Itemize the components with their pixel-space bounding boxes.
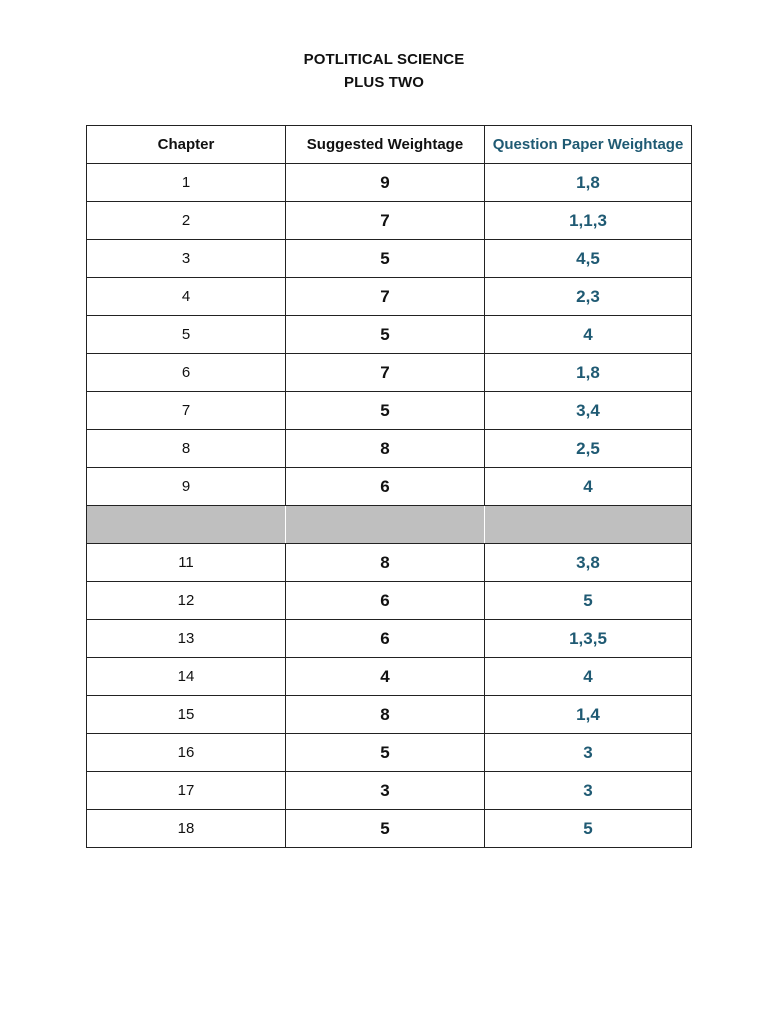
table-row (87, 468, 692, 506)
cell-suggested-weightage: 5 (286, 316, 485, 354)
table-row (87, 544, 692, 582)
cell-chapter: 12 (87, 582, 286, 620)
table-row (87, 354, 692, 392)
cell-question-paper-weightage: 2,5 (485, 430, 692, 468)
cell-chapter: 13 (87, 620, 286, 658)
table-row (87, 240, 692, 278)
cell-question-paper-weightage: 5 (485, 582, 692, 620)
cell-chapter: 11 (87, 544, 286, 582)
cell-chapter: 17 (87, 772, 286, 810)
table-row (87, 392, 692, 430)
cell-suggested-weightage: 8 (286, 544, 485, 582)
cell-suggested-weightage: 8 (286, 430, 485, 468)
table-row (87, 582, 692, 620)
table-row (87, 810, 692, 848)
cell-suggested-weightage: 9 (286, 164, 485, 202)
table-row (87, 430, 692, 468)
cell-question-paper-weightage: 4 (485, 316, 692, 354)
cell-question-paper-weightage: 1,1,3 (485, 202, 692, 240)
cell-chapter: 6 (87, 354, 286, 392)
table-row (87, 278, 692, 316)
table-row (87, 620, 692, 658)
header-suggested-weightage: Suggested Weightage (286, 126, 485, 164)
cell-question-paper-weightage: 5 (485, 810, 692, 848)
table-row (87, 734, 692, 772)
cell-chapter: 18 (87, 810, 286, 848)
weightage-table (86, 125, 692, 848)
title-line-level: PLUS TWO (344, 74, 424, 91)
cell-suggested-weightage: 8 (286, 696, 485, 734)
cell-question-paper-weightage: 2,3 (485, 278, 692, 316)
cell-suggested-weightage: 4 (286, 658, 485, 696)
cell-suggested-weightage: 7 (286, 278, 485, 316)
cell-suggested-weightage: 5 (286, 810, 485, 848)
cell-suggested-weightage: 5 (286, 392, 485, 430)
table-header-row (87, 126, 692, 164)
document-title (0, 48, 768, 94)
cell-question-paper-weightage: 3,4 (485, 392, 692, 430)
cell-question-paper-weightage: 1,3,5 (485, 620, 692, 658)
cell-question-paper-weightage: 3 (485, 772, 692, 810)
cell-question-paper-weightage: 4,5 (485, 240, 692, 278)
cell-chapter: 9 (87, 468, 286, 506)
cell-question-paper-weightage: 4 (485, 468, 692, 506)
table-row (87, 696, 692, 734)
table-body (87, 164, 692, 848)
table-row (87, 164, 692, 202)
cell-chapter: 3 (87, 240, 286, 278)
table-row (87, 506, 692, 544)
cell-chapter: 4 (87, 278, 286, 316)
table-row (87, 772, 692, 810)
cell-chapter: 8 (87, 430, 286, 468)
cell-question-paper-weightage: 3,8 (485, 544, 692, 582)
header-question-paper-weightage: Question Paper Weightage (485, 126, 692, 164)
cell-question-paper-weightage: 1,4 (485, 696, 692, 734)
cell-suggested-weightage: 7 (286, 202, 485, 240)
cell-suggested-weightage: 6 (286, 468, 485, 506)
cell-suggested-weightage: 6 (286, 620, 485, 658)
cell-question-paper-weightage: 1,8 (485, 164, 692, 202)
cell-chapter: 15 (87, 696, 286, 734)
table-row (87, 202, 692, 240)
cell-question-paper-weightage: 4 (485, 658, 692, 696)
table-row (87, 316, 692, 354)
cell-chapter: 16 (87, 734, 286, 772)
cell-suggested-weightage: 6 (286, 582, 485, 620)
cell-chapter: 1 (87, 164, 286, 202)
cell-chapter: 14 (87, 658, 286, 696)
cell-chapter: 5 (87, 316, 286, 354)
cell-question-paper-weightage (485, 506, 692, 544)
cell-chapter: 2 (87, 202, 286, 240)
cell-question-paper-weightage: 1,8 (485, 354, 692, 392)
table-row (87, 658, 692, 696)
cell-suggested-weightage: 3 (286, 772, 485, 810)
header-chapter: Chapter (87, 126, 286, 164)
cell-question-paper-weightage: 3 (485, 734, 692, 772)
title-line-subject: POTLITICAL SCIENCE (303, 51, 465, 68)
cell-suggested-weightage: 7 (286, 354, 485, 392)
cell-suggested-weightage (286, 506, 485, 544)
cell-chapter: 7 (87, 392, 286, 430)
cell-suggested-weightage: 5 (286, 734, 485, 772)
cell-chapter (87, 506, 286, 544)
cell-suggested-weightage: 5 (286, 240, 485, 278)
